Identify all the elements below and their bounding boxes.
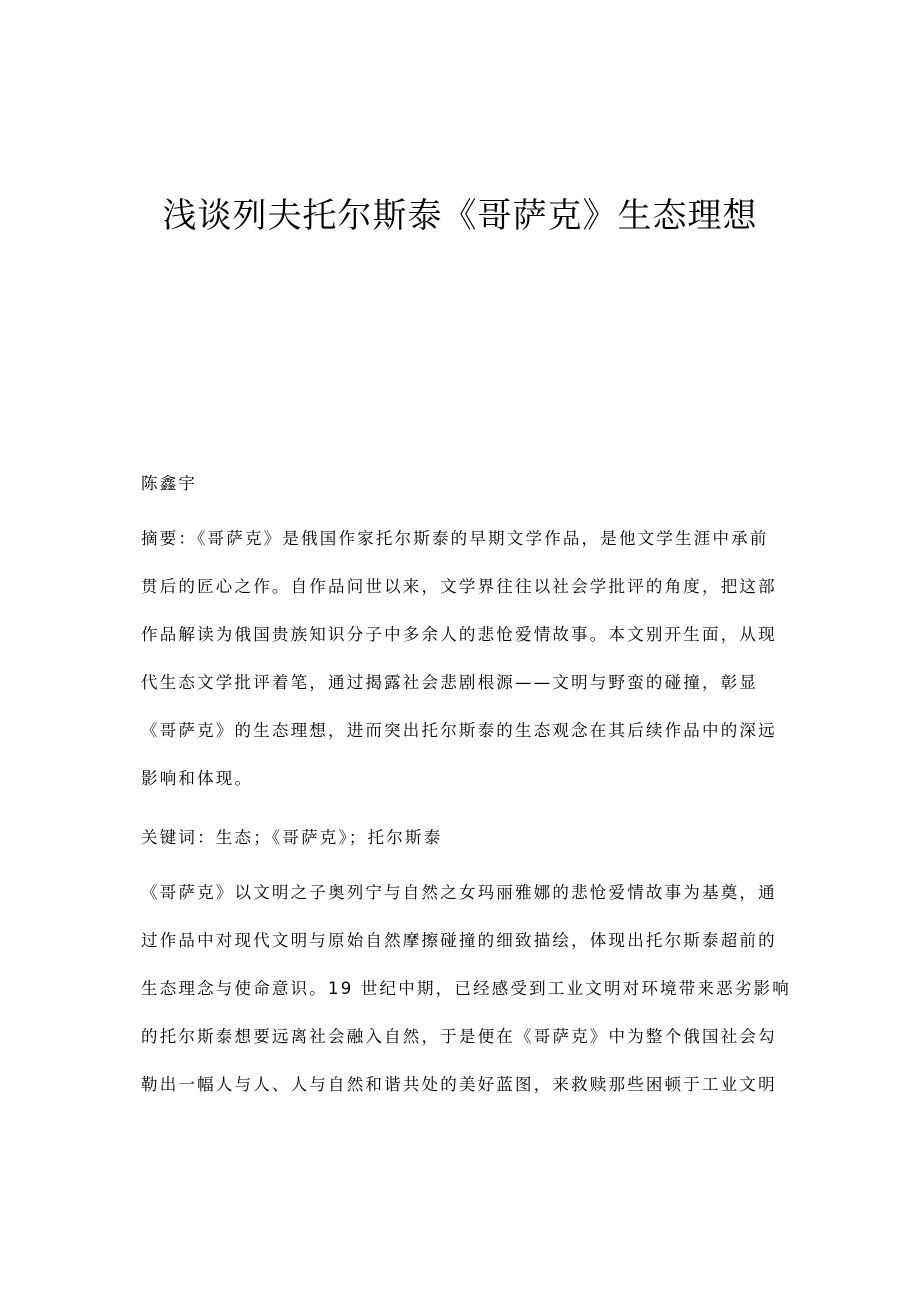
paragraph-line: 《哥萨克》以文明之子奥列宁与自然之女玛丽雅娜的悲怆爱情故事为基奠，通 [141, 883, 777, 902]
paragraph-line: 的托尔斯泰想要远离社会融入自然，于是便在《哥萨克》中为整个俄国社会勾 [141, 1027, 777, 1046]
abstract-line: 作品解读为俄国贵族知识分子中多余人的悲怆爱情故事。本文别开生面，从现 [141, 625, 777, 644]
abstract-line: 《哥萨克》的生态理想，进而突出托尔斯泰的生态观念在其后续作品中的深远 [141, 721, 777, 740]
abstract-line: 代生态文学批评着笔，通过揭露社会悲剧根源——文明与野蛮的碰撞，彰显 [141, 673, 759, 692]
author-name [141, 460, 781, 508]
paragraph-line: 生态理念与使命意识。19 世纪中期，已经感受到工业文明对环境带来恶劣影响 [141, 979, 791, 998]
keywords [141, 814, 781, 862]
abstract-line: 影响和体现。 [141, 769, 254, 788]
author-line: 陈鑫宇 [141, 474, 198, 493]
abstract-line: 贯后的匠心之作。自作品问世以来，文学界往往以社会学批评的角度，把这部 [141, 577, 777, 596]
paragraph-line: 过作品中对现代文明与原始自然摩擦碰撞的细致描绘，体现出托尔斯泰超前的 [141, 931, 777, 950]
document-title: 浅谈列夫托尔斯泰《哥萨克》生态理想 [162, 196, 758, 236]
paragraph-line: 勒出一幅人与人、人与自然和谐共处的美好蓝图，来救赎那些困顿于工业文明 [141, 1075, 777, 1094]
body-paragraph [141, 869, 791, 1109]
abstract [141, 515, 781, 803]
abstract-line: 摘要：《哥萨克》是俄国作家托尔斯泰的早期文学作品，是他文学生涯中承前 [141, 529, 769, 548]
keywords-line: 关键词：生态；《哥萨克》；托尔斯泰 [141, 828, 443, 847]
